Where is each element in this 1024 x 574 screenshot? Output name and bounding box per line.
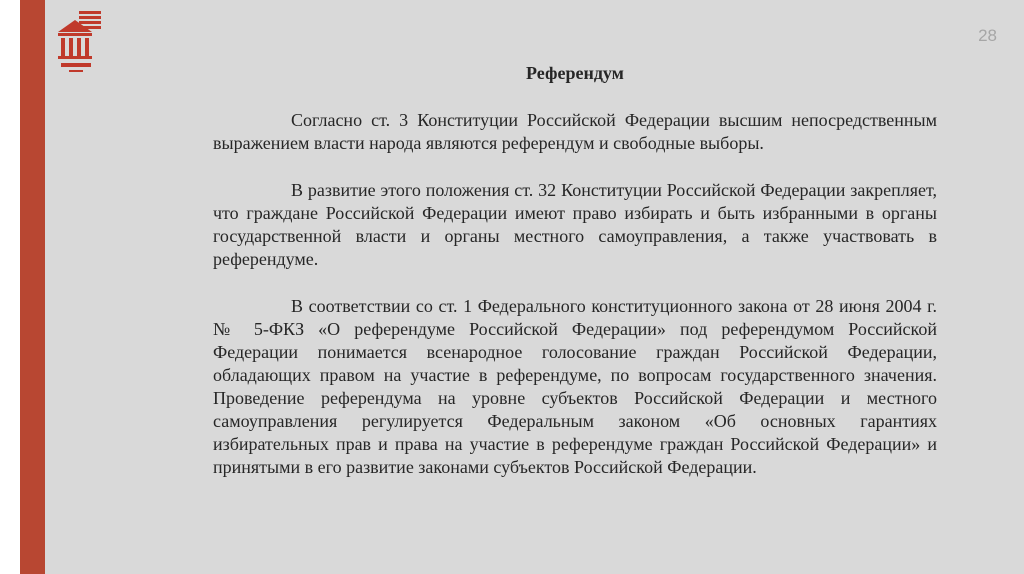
- paragraph-3: В соответствии со ст. 1 Федерального конституционного закона от 28 июня 2004 г. № 5-ФКЗ «О референдуме Российской Федерации» под референдумом Российской Федерации понимается всенародное голосование граждан Российской Федерации, обладающих правом на участие в референдуме, по вопросам государственного значения. Проведение референдума на уровне субъектов Российской Федерации и местного самоуправления регулируется Федеральным законом «Об основных гарантиях избирательных прав и права на участие в референдуме граждан Российской Федерации» и принятыми в его развитие законами субъектов Российской Федерации.: [213, 296, 937, 477]
- left-margin-strip: [0, 0, 20, 574]
- paragraph-1: Согласно ст. 3 Конституции Российской Федерации высшим непосредственным выражением власти народа являются референдум и свободные выборы.: [213, 110, 937, 153]
- slide-content: [213, 62, 937, 503]
- accent-bar: [20, 0, 45, 574]
- slide-title: Референдум: [526, 63, 624, 83]
- university-logo-icon: [55, 10, 103, 76]
- paragraph-2: В развитие этого положения ст. 32 Конституции Российской Федерации закрепляет, что граждане Российской Федерации имеют право избирать и быть избранными в органы государственной власти и органы местного самоуправления, а также участвовать в референдуме.: [213, 180, 937, 269]
- page-number: 28: [978, 26, 997, 45]
